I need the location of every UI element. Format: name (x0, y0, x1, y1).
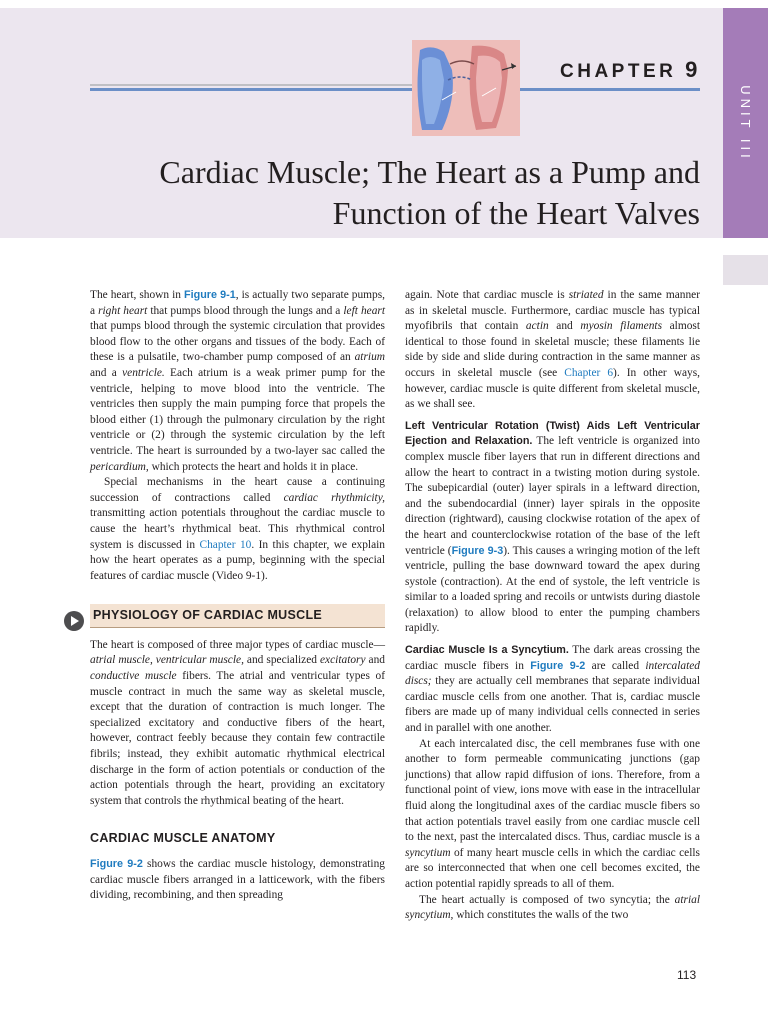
term-conductive-muscle: conductive muscle (90, 670, 177, 683)
term-atrial-syncytium: atrial syncytium, (405, 893, 700, 922)
text: are called (585, 659, 646, 672)
term-cardiac-rhythmicity: cardiac rhythmicity, (283, 491, 385, 504)
figure-9-2-link[interactable]: Figure 9-2 (90, 858, 143, 870)
paragraph (405, 643, 700, 737)
video-play-icon[interactable] (64, 611, 84, 631)
chapter-10-link[interactable]: Chapter 10 (199, 538, 252, 551)
text: The dark areas crossing the cardiac muscle fibers in (405, 644, 700, 672)
heart-diagram-image (412, 40, 520, 136)
right-column (405, 288, 700, 924)
unit-tab-lower (723, 255, 768, 285)
term-pericardium: pericardium, (90, 460, 149, 473)
text: in the same manner as in skeletal muscle. Furthermore, cardiac muscle has typical myofibrils that contain (405, 289, 700, 333)
term-ventricle: ventricle. (122, 366, 165, 379)
paragraph (90, 638, 385, 810)
text: that pumps blood through the lungs and a (147, 304, 344, 317)
subsection-heading: CARDIAC MUSCLE ANATOMY (90, 831, 276, 846)
term-left-heart: left heart (343, 304, 385, 317)
term-myosin-filaments: myosin filaments (580, 320, 663, 333)
unit-label: UNIT III (738, 84, 754, 162)
text: Each atrium is a weak primer pump for the ventricle, helping to move blood into the ventricle. The ventricles then supply the main pumping force that propels the blood either (1) through the pulmonary circulation by the right ventricle or (2) through the systemic circulation by the left ventricle. The heart is surrounded by a two-layer sac called the (90, 366, 385, 457)
text: shows the cardiac muscle histology, demonstrating cardiac muscle fibers arranged in a latticework, with the fibers dividing, recombining, and then spreading (90, 858, 385, 902)
term-striated: striated (568, 289, 604, 301)
paragraph (90, 857, 385, 904)
chapter-number: 9 (685, 57, 701, 82)
term-atrium: atrium (354, 351, 385, 364)
figure-9-1-link[interactable]: Figure 9-1 (184, 289, 236, 301)
paragraph (405, 737, 700, 893)
term-excitatory: excitatory (320, 654, 366, 667)
text: of many heart muscle cells in which the cardiac cells are so interconnected that when one cell becomes excited, the action potential rapidly spreads to all of them. (405, 846, 700, 890)
term-syncytium: syncytium (405, 846, 451, 859)
text: and (365, 654, 386, 667)
chapter-title-line2: Function of the Heart Valves (332, 195, 700, 231)
text: transmitting action potentials throughout the cardiac muscle to cause the heart’s rhythmical beat. This rhythmical control system is discussed in (90, 507, 385, 551)
figure-9-3-link[interactable]: Figure 9-3 (451, 544, 504, 557)
text: that pumps blood through the systemic circulation that provides blood flow to the other organs and tissues of the body. Each of these is a pulsatile, two-chamber pump composed of an (90, 320, 385, 364)
figure-9-2-link[interactable]: Figure 9-2 (530, 659, 586, 672)
text: and a (90, 366, 123, 379)
text: , is actually two separate pumps, a (90, 289, 385, 317)
text: The heart is composed of three major types of cardiac muscle— (90, 638, 385, 651)
text: ). In other ways, however, cardiac muscle is quite different from skeletal muscle, as we shall see. (405, 366, 700, 411)
text: At each intercalated disc, the cell membranes fuse with one another to form permeable communicating junctions (gap junctions) that allow rapid diffusion of ions. Therefore, from a functional point of view, ions move with ease in the intracellular fluid along the longitudinal axes of the cardiac muscle fibers so that action potentials travel easily from one cardiac muscle cell to the next, past the intercalated discs. Thus, cardiac muscle is a (405, 737, 700, 844)
term-intercalated-discs: intercalated discs; (405, 659, 701, 688)
text: and (548, 320, 581, 333)
term-right-heart: right heart (98, 304, 148, 317)
text: which constitutes the walls of the two (453, 909, 629, 922)
paragraph (90, 475, 385, 584)
text: they are actually cell membranes that separate individual cardiac muscle cells from one another. That is, cardiac muscle fibers are made up of many individual cells connected in series and in parallel with one another. (405, 675, 700, 735)
left-column (90, 288, 385, 904)
text: almost identical to those found in skeletal muscle; these filaments lie side by side and slide during contraction in the same manner as occurs in skeletal muscle (see (405, 320, 700, 379)
paragraph (405, 288, 700, 413)
text: The heart actually is composed of two syncytia; the (419, 893, 675, 906)
header-rule-blue (90, 88, 700, 91)
chapter-6-link[interactable]: Chapter 6 (564, 366, 614, 379)
text: which protects the heart and holds it in place. (148, 460, 359, 473)
runin-heading-rotation: Left Ventricular Rotation (Twist) Aids Left Ventricular Ejection and Relaxation. (405, 419, 700, 448)
text: The left ventricle is organized into complex muscle fiber layers that run in different directions and allow the heart to contract in a twisting motion during systole. The subepicardial (outer) layer spirals in a leftward direction, and the subendocardial (inner) layer spirals in the opposite direction (rightward), causing clockwise rotation of the apex of the heart and counterclockwise rotation of the base of the left ventricle ( (405, 435, 700, 557)
section-heading: PHYSIOLOGY OF CARDIAC MUSCLE (90, 604, 385, 628)
text: again. Note that cardiac muscle is (405, 289, 569, 301)
chapter-title-line1: Cardiac Muscle; The Heart as a Pump and (159, 154, 700, 190)
chapter-title (100, 152, 700, 234)
text: . In this chapter, we explain how the heart operates as a pump, beginning with the special features of cardiac muscle (Video 9-1). (90, 538, 386, 582)
paragraph (90, 288, 385, 475)
paragraph (405, 893, 700, 924)
term-actin: actin (525, 320, 549, 333)
runin-heading-syncytium: Cardiac Muscle Is a Syncytium. (405, 644, 569, 657)
term-muscle-types: atrial muscle, ventricular muscle, (90, 654, 244, 667)
chapter-label (560, 57, 701, 83)
text: Special mechanisms in the heart cause a continuing succession of contractions called (90, 476, 385, 504)
text: fibers. The atrial and ventricular types of muscle contract in much the same way as skeletal muscle, except that the duration of contraction is much longer. The specialized excitatory and conductive fibers of the heart, however, contract feebly because they contain few contractile fibrils; instead, they exhibit automatic rhythmical electrical discharge in the form of action potentials or conduction of the action potentials through the heart, providing an excitatory system that controls the rhythmical beating of the heart. (90, 670, 385, 807)
header-rule-gray (90, 84, 412, 86)
chapter-word: CHAPTER (560, 61, 677, 82)
text: and specialized (243, 654, 320, 667)
paragraph (405, 419, 700, 637)
unit-tab-label-wrap (723, 8, 768, 238)
page-number: 113 (677, 968, 697, 982)
text: The heart, shown in (90, 289, 184, 301)
text: ). This causes a wringing motion of the left ventricle, pulling the base downward toward the apex during systole (contraction). At the end of systole, the left ventricle is similar to a loaded spring and recoils or untwists during diastole (relaxation) to allow blood to enter the pumping chambers rapidly. (405, 544, 700, 635)
